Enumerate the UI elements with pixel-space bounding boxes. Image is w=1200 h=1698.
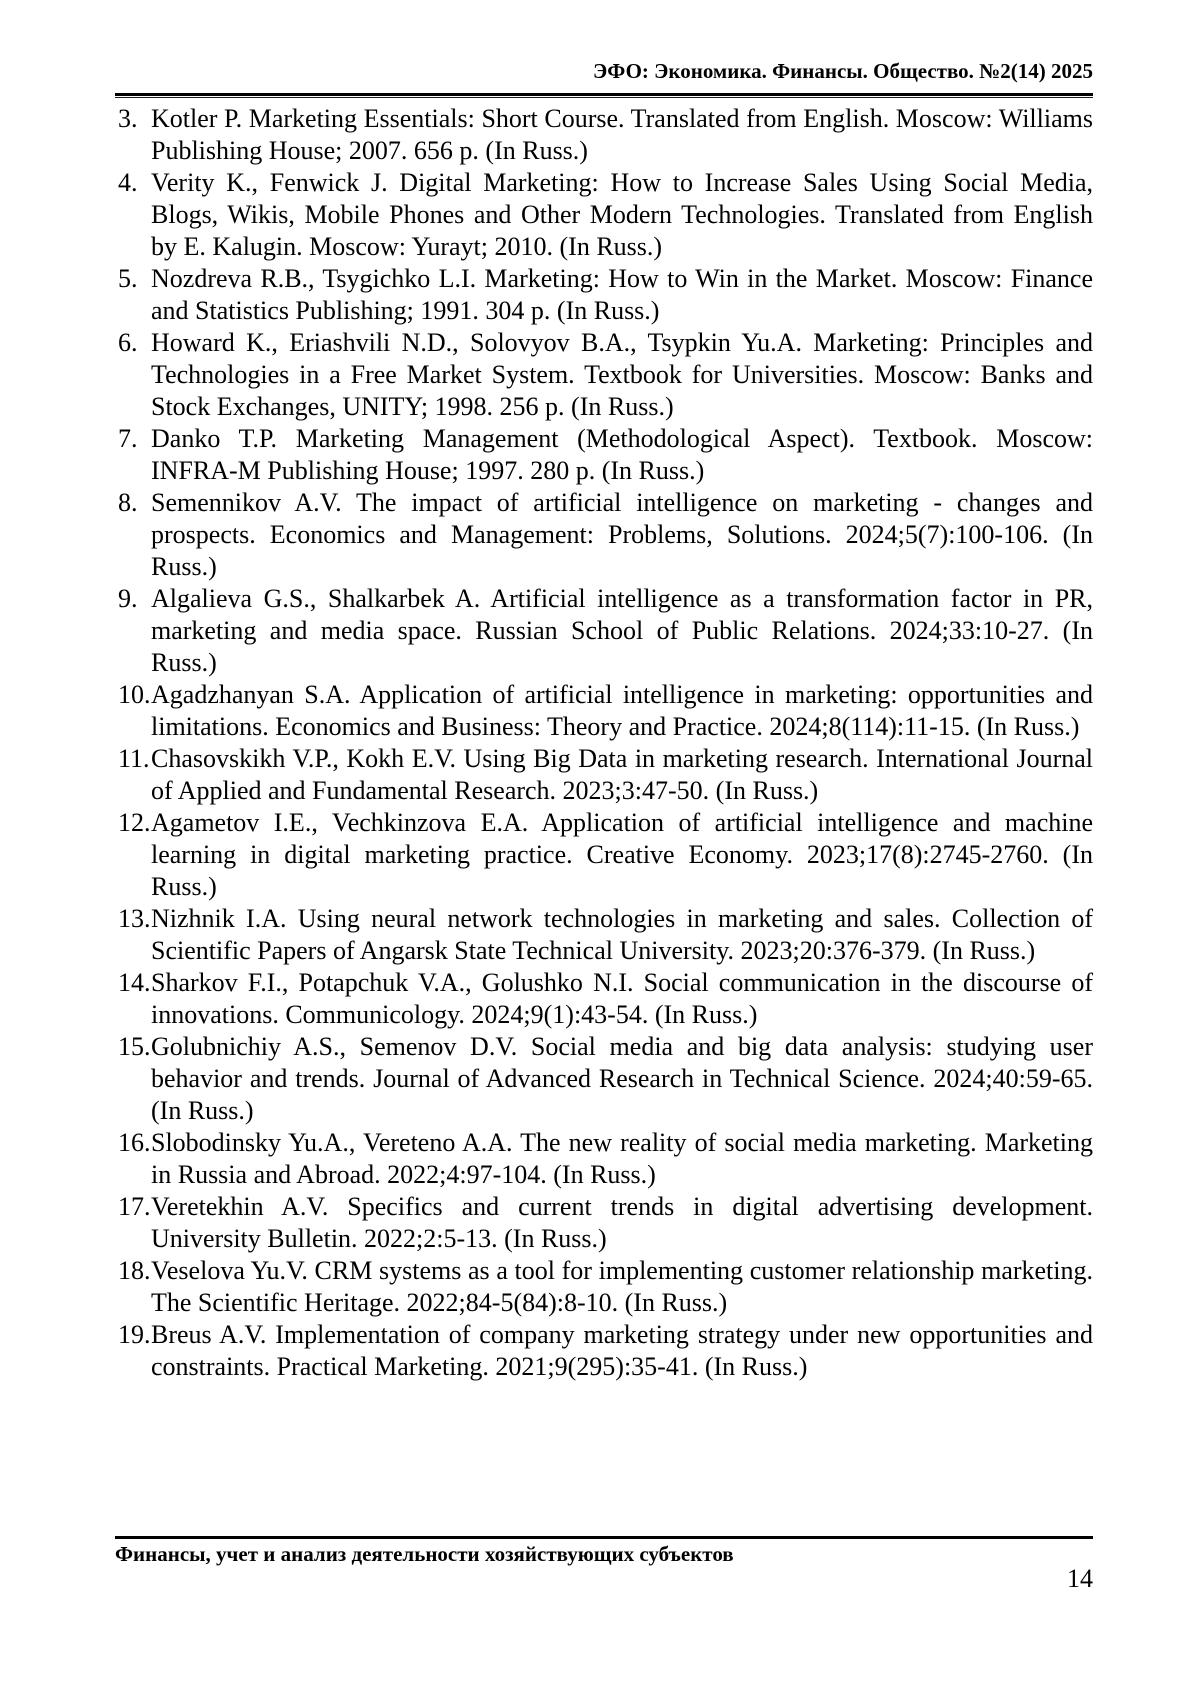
reference-item <box>118 1031 1093 1127</box>
footer-divider-rule <box>115 1536 1093 1539</box>
reference-number: 8. <box>118 488 138 517</box>
reference-text: Algalieva G.S., Shalkarbek A. Artificial intelligence as a transformation factor in PR, marketing and media space. Russian School of Public Relations. 2024;33:10-27. (In Russ.) <box>151 584 1093 677</box>
reference-item <box>118 679 1093 743</box>
reference-number: 10. <box>118 680 151 709</box>
reference-item <box>118 1127 1093 1191</box>
reference-item <box>118 903 1093 967</box>
reference-item <box>118 423 1093 487</box>
reference-text: Veretekhin A.V. Specifics and current trends in digital advertising development. University Bulletin. 2022;2:5-13. (In Russ.) <box>151 1192 1093 1253</box>
reference-number: 17. <box>118 1192 151 1221</box>
reference-item <box>118 1191 1093 1255</box>
reference-item <box>118 103 1093 167</box>
reference-text: Slobodinsky Yu.A., Vereteno A.A. The new reality of social media marketing. Marketing in Russia and Abroad. 2022;4:97-104. (In Russ.) <box>151 1128 1093 1189</box>
reference-text: Agadzhanyan S.A. Application of artificial intelligence in marketing: opportunities and limitations. Economics and Business: Theory and Practice. 2024;8(114):11-15. (In Russ.) <box>151 680 1093 741</box>
reference-number: 15. <box>118 1032 151 1061</box>
reference-item <box>118 487 1093 583</box>
reference-number: 14. <box>118 968 151 997</box>
references-list <box>118 103 1093 1383</box>
reference-number: 11. <box>118 744 150 773</box>
reference-item <box>118 1255 1093 1319</box>
header-divider-rule <box>115 93 1093 98</box>
reference-number: 12. <box>118 808 151 837</box>
reference-item <box>118 1319 1093 1383</box>
reference-number: 13. <box>118 904 151 933</box>
reference-text: Semennikov A.V. The impact of artificial intelligence on marketing - changes and prospects. Economics and Management: Problems, Solutions. 2024;5(7):100-106. (In Russ.) <box>151 488 1093 581</box>
reference-text: Breus A.V. Implementation of company marketing strategy under new opportunities and constraints. Practical Marketing. 2021;9(295):35-41. (In Russ.) <box>151 1320 1093 1381</box>
reference-text: Howard K., Eriashvili N.D., Solovyov B.A., Tsypkin Yu.A. Marketing: Principles and Technologies in a Free Market System. Textbook for Universities. Moscow: Banks and Stock Exchanges, UNITY; 1998. 256 p. (In Russ.) <box>151 328 1093 421</box>
reference-number: 7. <box>118 424 138 453</box>
reference-item <box>118 583 1093 679</box>
reference-text: Sharkov F.I., Potapchuk V.A., Golushko N.I. Social communication in the discourse of innovations. Communicology. 2024;9(1):43-54. (In Russ.) <box>151 968 1093 1029</box>
reference-text: Chasovskikh V.P., Kokh E.V. Using Big Data in marketing research. International Journal of Applied and Fundamental Research. 2023;3:47-50. (In Russ.) <box>151 744 1093 805</box>
reference-number: 3. <box>118 104 138 133</box>
reference-item <box>118 743 1093 807</box>
reference-text: Nizhnik I.A. Using neural network technologies in marketing and sales. Collection of Scientific Papers of Angarsk State Technical University. 2023;20:376-379. (In Russ.) <box>151 904 1093 965</box>
reference-number: 6. <box>118 328 138 357</box>
reference-number: 18. <box>118 1256 151 1285</box>
journal-header-title: ЭФО: Экономика. Финансы. Общество. №2(14) 2025 <box>592 59 1093 83</box>
page-number: 14 <box>1067 1564 1093 1593</box>
reference-text: Danko T.P. Marketing Management (Methodological Aspect). Textbook. Moscow: INFRA-M Publishing House; 1997. 280 p. (In Russ.) <box>151 424 1093 485</box>
reference-item <box>118 807 1093 903</box>
reference-text: Agametov I.E., Vechkinzova E.A. Application of artificial intelligence and machine learning in digital marketing practice. Creative Economy. 2023;17(8):2745-2760. (In Russ.) <box>151 808 1093 901</box>
reference-text: Kotler P. Marketing Essentials: Short Course. Translated from English. Moscow: Williams Publishing House; 2007. 656 p. (In Russ.) <box>151 104 1093 165</box>
reference-item <box>118 327 1093 423</box>
reference-item <box>118 263 1093 327</box>
reference-number: 16. <box>118 1128 151 1157</box>
reference-item <box>118 967 1093 1031</box>
reference-text: Verity K., Fenwick J. Digital Marketing: How to Increase Sales Using Social Media, Blogs, Wikis, Mobile Phones and Other Modern Technologies. Translated from English by E. Kalugin. Moscow: Yurayt; 2010. (In Russ.) <box>151 168 1093 261</box>
reference-number: 9. <box>118 584 138 613</box>
reference-item <box>118 167 1093 263</box>
reference-text: Nozdreva R.B., Tsygichko L.I. Marketing: How to Win in the Market. Moscow: Finance and Statistics Publishing; 1991. 304 p. (In Russ.) <box>151 264 1093 325</box>
footer-section-title: Финансы, учет и анализ деятельности хозяйствующих субъектов <box>115 1542 734 1566</box>
reference-text: Veselova Yu.V. CRM systems as a tool for implementing customer relationship marketing. The Scientific Heritage. 2022;84-5(84):8-10. (In Russ.) <box>151 1256 1093 1317</box>
reference-number: 4. <box>118 168 138 197</box>
reference-number: 19. <box>118 1320 151 1349</box>
reference-text: Golubnichiy A.S., Semenov D.V. Social media and big data analysis: studying user behavior and trends. Journal of Advanced Research in Technical Science. 2024;40:59-65. (In Russ.) <box>151 1032 1093 1125</box>
reference-number: 5. <box>118 264 138 293</box>
